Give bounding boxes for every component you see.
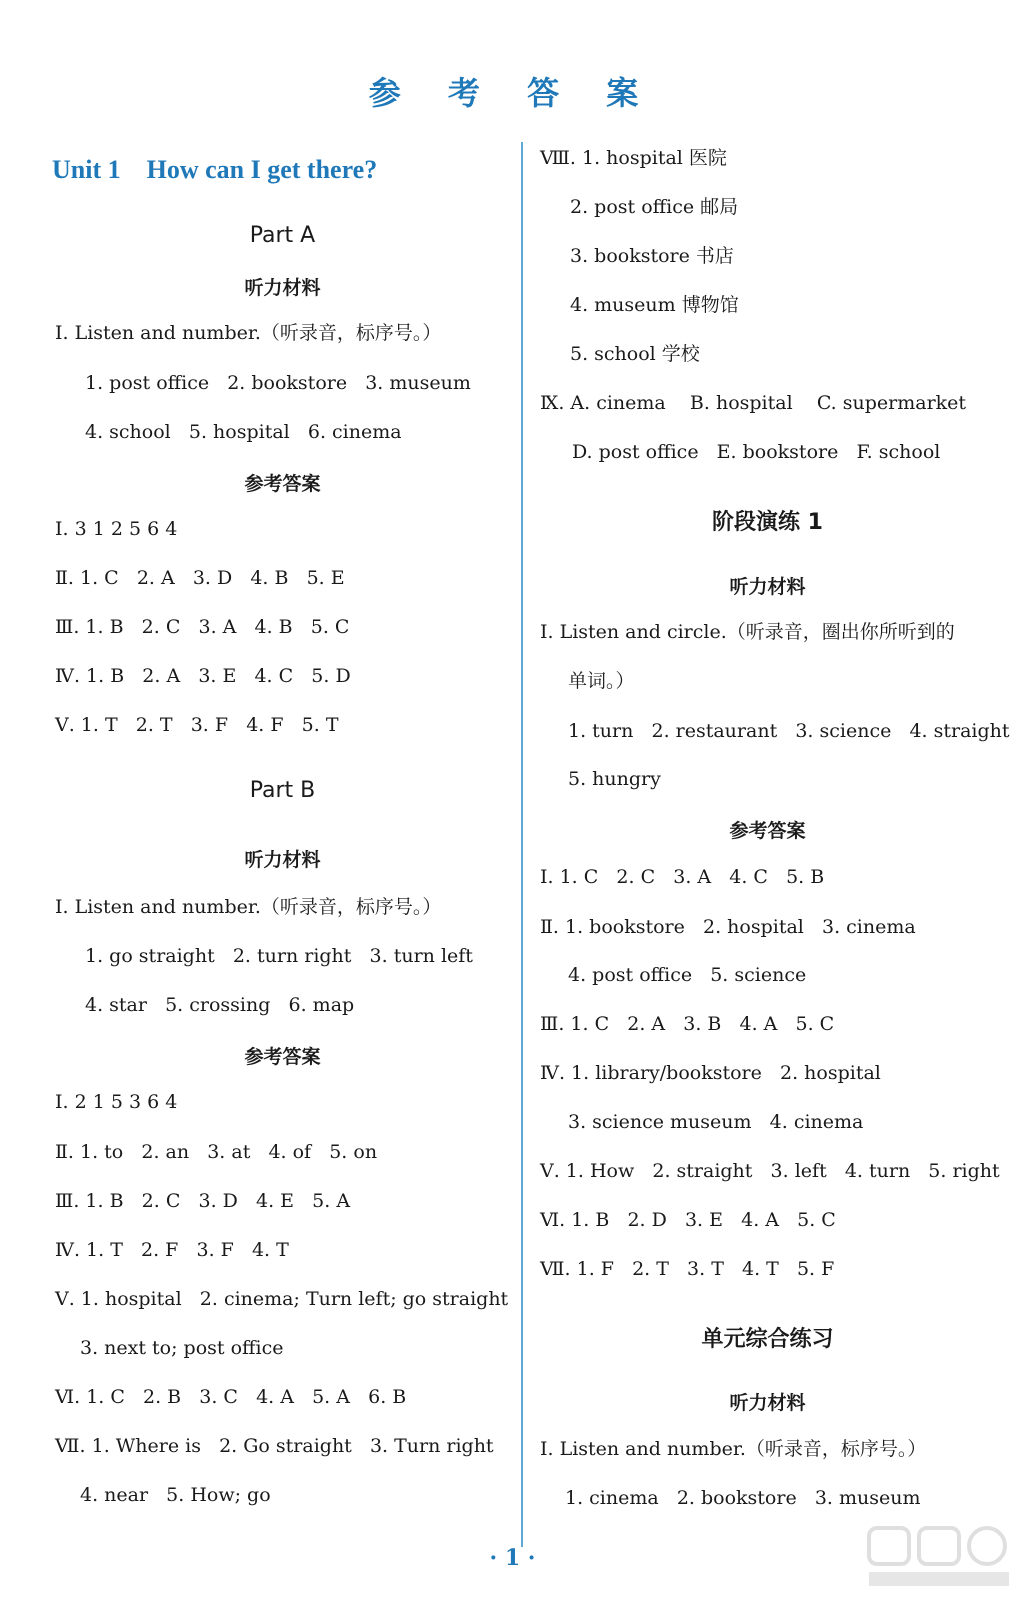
- answer-line: Ⅱ. 1. bookstore 2. hospital 3. cinema: [540, 916, 916, 938]
- answer-line: 4. post office 5. science: [568, 964, 807, 986]
- answer-line: 4. near 5. How; go: [80, 1484, 271, 1506]
- stage-listen-line: 1. turn 2. restaurant 3. science 4. straight: [568, 720, 1010, 742]
- part-b-listen-line: Ⅰ. Listen and number.（听录音，标序号。）: [55, 896, 442, 918]
- answer-line: Ⅲ. 1. C 2. A 3. B 4. A 5. C: [540, 1013, 835, 1035]
- answer-line: Ⅴ. 1. T 2. T 3. F 4. F 5. T: [55, 714, 339, 736]
- answer-line: Ⅰ. 2 1 5 3 6 4: [55, 1091, 178, 1113]
- answer-line: Ⅴ. 1. How 2. straight 3. left 4. turn 5. right: [540, 1160, 1000, 1182]
- answer-line: 5. school 学校: [570, 343, 700, 365]
- stage-listen-line: Ⅰ. Listen and circle.（听录音，圈出你所听到的: [540, 621, 955, 643]
- stage-listen-line: 单词。）: [568, 670, 635, 692]
- stage-listen-line: 5. hungry: [568, 768, 661, 790]
- part-b-listen-line: 1. go straight 2. turn right 3. turn left: [85, 945, 473, 967]
- stage-practice-title: 阶段演练 1: [712, 510, 823, 535]
- answer-line: Ⅳ. 1. library/bookstore 2. hospital: [540, 1062, 881, 1084]
- answer-line: 2. post office 邮局: [570, 196, 739, 218]
- answer-line: 4. museum 博物馆: [570, 294, 739, 316]
- answer-line: Ⅱ. 1. to 2. an 3. at 4. of 5. on: [55, 1141, 378, 1163]
- unit-listen-line: 1. cinema 2. bookstore 3. museum: [565, 1487, 921, 1509]
- answer-line: 3. science museum 4. cinema: [568, 1111, 864, 1133]
- unit-practice-title: 单元综合练习: [701, 1327, 834, 1352]
- part-a-listen-line: 1. post office 2. bookstore 3. museum: [85, 372, 471, 394]
- page-title: 参 考 答 案: [368, 74, 657, 112]
- watermark-logo: [865, 1522, 1015, 1592]
- column-divider: [521, 142, 523, 1547]
- answer-line: Ⅲ. 1. B 2. C 3. D 4. E 5. A: [55, 1190, 351, 1212]
- answer-line: Ⅲ. 1. B 2. C 3. A 4. B 5. C: [55, 616, 350, 638]
- stage-listen-heading: 听力材料: [729, 576, 806, 598]
- part-a-listen-heading: 听力材料: [244, 277, 321, 299]
- unit-title: Unit 1 How can I get there?: [52, 155, 378, 184]
- part-b-listen-line: 4. star 5. crossing 6. map: [85, 994, 355, 1016]
- part-a-listen-line: 4. school 5. hospital 6. cinema: [85, 421, 402, 443]
- part-a-listen-line: Ⅰ. Listen and number.（听录音，标序号。）: [55, 322, 442, 344]
- answer-line: Ⅵ. 1. B 2. D 3. E 4. A 5. C: [540, 1209, 836, 1231]
- part-a-heading: Part A: [249, 223, 316, 248]
- part-a-answer-heading: 参考答案: [244, 473, 321, 495]
- answer-line: Ⅷ. 1. hospital 医院: [540, 147, 727, 169]
- answer-line: Ⅳ. 1. B 2. A 3. E 4. C 5. D: [55, 665, 351, 687]
- unit-listen-heading: 听力材料: [729, 1392, 806, 1414]
- stage-answer-heading: 参考答案: [729, 820, 806, 842]
- answer-line: Ⅰ. 1. C 2. C 3. A 4. C 5. B: [540, 866, 825, 888]
- answer-line: Ⅳ. 1. T 2. F 3. F 4. T: [55, 1239, 289, 1261]
- answer-line: D. post office E. bookstore F. school: [572, 441, 941, 463]
- answer-line: Ⅴ. 1. hospital 2. cinema; Turn left; go straight: [55, 1288, 509, 1310]
- page-number: · 1 ·: [489, 1545, 536, 1571]
- part-b-answer-heading: 参考答案: [244, 1046, 321, 1068]
- unit-listen-line: Ⅰ. Listen and number.（听录音，标序号。）: [540, 1438, 927, 1460]
- answer-line: Ⅵ. 1. C 2. B 3. C 4. A 5. A 6. B: [55, 1386, 407, 1408]
- answer-line: Ⅶ. 1. Where is 2. Go straight 3. Turn right: [55, 1435, 494, 1457]
- part-b-listen-heading: 听力材料: [244, 849, 321, 871]
- answer-line: Ⅶ. 1. F 2. T 3. T 4. T 5. F: [540, 1258, 835, 1280]
- part-b-heading: Part B: [249, 778, 316, 803]
- answer-line: Ⅸ. A. cinema B. hospital C. supermarket: [540, 392, 967, 414]
- answer-line: Ⅰ. 3 1 2 5 6 4: [55, 518, 178, 540]
- answer-line: 3. bookstore 书店: [570, 245, 734, 267]
- answer-line: 3. next to; post office: [80, 1337, 284, 1359]
- answer-line: Ⅱ. 1. C 2. A 3. D 4. B 5. E: [55, 567, 345, 589]
